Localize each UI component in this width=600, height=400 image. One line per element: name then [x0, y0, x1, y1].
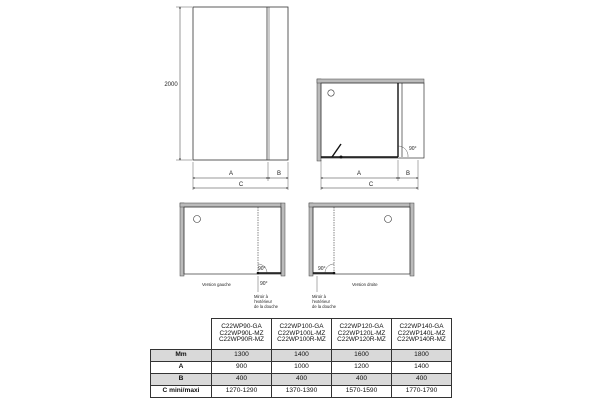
mirror-note-line1: Miroir à: [254, 294, 268, 299]
angle-outer-label: 90°: [260, 281, 268, 287]
dim-c-label: C: [368, 182, 374, 188]
row-label: A: [151, 362, 212, 374]
table-cell: 1400: [272, 350, 332, 362]
drain: [385, 216, 392, 223]
hinge: [257, 272, 260, 275]
table-row: [151, 386, 452, 398]
elevation-view: [164, 7, 288, 190]
model-code: C22WP140R-MZ: [397, 336, 446, 344]
row-label: C mini/maxi: [151, 386, 212, 398]
dim-a-label: A: [356, 171, 362, 177]
table-cell: 1300: [212, 350, 272, 362]
angle-label: 90°: [409, 146, 417, 152]
table-row: [151, 374, 452, 386]
version-label: Version gauche: [202, 282, 231, 287]
model-cell: [332, 319, 392, 350]
table-cell: 1400: [392, 362, 452, 374]
left-wall: [309, 203, 313, 276]
shower-tray: [313, 207, 410, 274]
return-panel: [332, 144, 341, 157]
model-code: C22WP100R-MZ: [277, 336, 326, 344]
table-cell: 1600: [332, 350, 392, 362]
shower-tray: [184, 207, 281, 274]
plan-view-right-version: [309, 203, 414, 309]
table-cell: 400: [212, 374, 272, 386]
dim-a-label: A: [228, 171, 234, 177]
table-row: [151, 350, 452, 362]
model-code: C22WP100L-MZ: [277, 329, 326, 337]
table-cell: 1770-1790: [392, 386, 452, 398]
table-cell: 1270-1290: [212, 386, 272, 398]
height-label: 2000: [164, 82, 178, 88]
dimension-table: [150, 318, 452, 398]
table-cell: 400: [392, 374, 452, 386]
table-cell: 1000: [272, 362, 332, 374]
table-cell: 900: [212, 362, 272, 374]
dim-b-label: B: [405, 171, 411, 177]
table-cell: 400: [272, 374, 332, 386]
model-code: C22WP120L-MZ: [337, 329, 386, 337]
table-corner: [151, 319, 212, 350]
row-label: B: [151, 374, 212, 386]
angle-label: 90°: [318, 266, 326, 272]
table-cell: 1800: [392, 350, 452, 362]
model-code: C22WP140-GA: [399, 322, 444, 330]
back-wall: [309, 203, 410, 207]
angle-inner-label: 90°: [258, 266, 266, 272]
table-header-row: [151, 319, 452, 350]
model-code: C22WP140L-MZ: [397, 329, 446, 337]
glass-panel-outline: [193, 7, 288, 160]
drain: [194, 216, 201, 223]
model-code: C22WP90-GA: [221, 322, 262, 330]
model-code: C22WP120-GA: [339, 322, 384, 330]
hinge: [340, 156, 343, 159]
back-wall: [180, 203, 281, 207]
side-wall: [317, 79, 321, 161]
right-wall: [410, 203, 414, 276]
model-cell: [272, 319, 332, 350]
table-cell: 1200: [332, 362, 392, 374]
model-code: C22WP120R-MZ: [337, 336, 386, 344]
plan-view-left-version: [180, 203, 285, 309]
dim-c-label: C: [238, 182, 244, 188]
mirror-note-line2: l'extérieur: [312, 299, 331, 304]
mirror-note-line3: de la douche: [312, 304, 336, 309]
model-cell: [212, 319, 272, 350]
model-code: C22WP90L-MZ: [219, 329, 264, 337]
table-cell: 400: [332, 374, 392, 386]
drain: [328, 90, 334, 96]
model-code: C22WP90R-MZ: [218, 336, 265, 344]
mirror-note-line1: Miroir à: [312, 294, 326, 299]
angle-arc: [398, 146, 408, 157]
table-cell: 1570-1590: [332, 386, 392, 398]
table-row: [151, 362, 452, 374]
version-label: Version droite: [352, 282, 378, 287]
plan-view-top: [317, 79, 424, 190]
left-wall: [180, 203, 184, 276]
table-cell: 1370-1390: [272, 386, 332, 398]
mirror-note-line3: de la douche: [254, 304, 278, 309]
back-wall: [317, 79, 424, 83]
right-wall: [281, 203, 285, 276]
model-cell: [392, 319, 452, 350]
mirror-note-line2: l'extérieur: [254, 299, 273, 304]
angle-arc: [325, 264, 334, 273]
model-code: C22WP100-GA: [279, 322, 324, 330]
row-label: Mm: [151, 350, 212, 362]
hinge: [333, 272, 336, 275]
dim-b-label: B: [276, 171, 282, 177]
